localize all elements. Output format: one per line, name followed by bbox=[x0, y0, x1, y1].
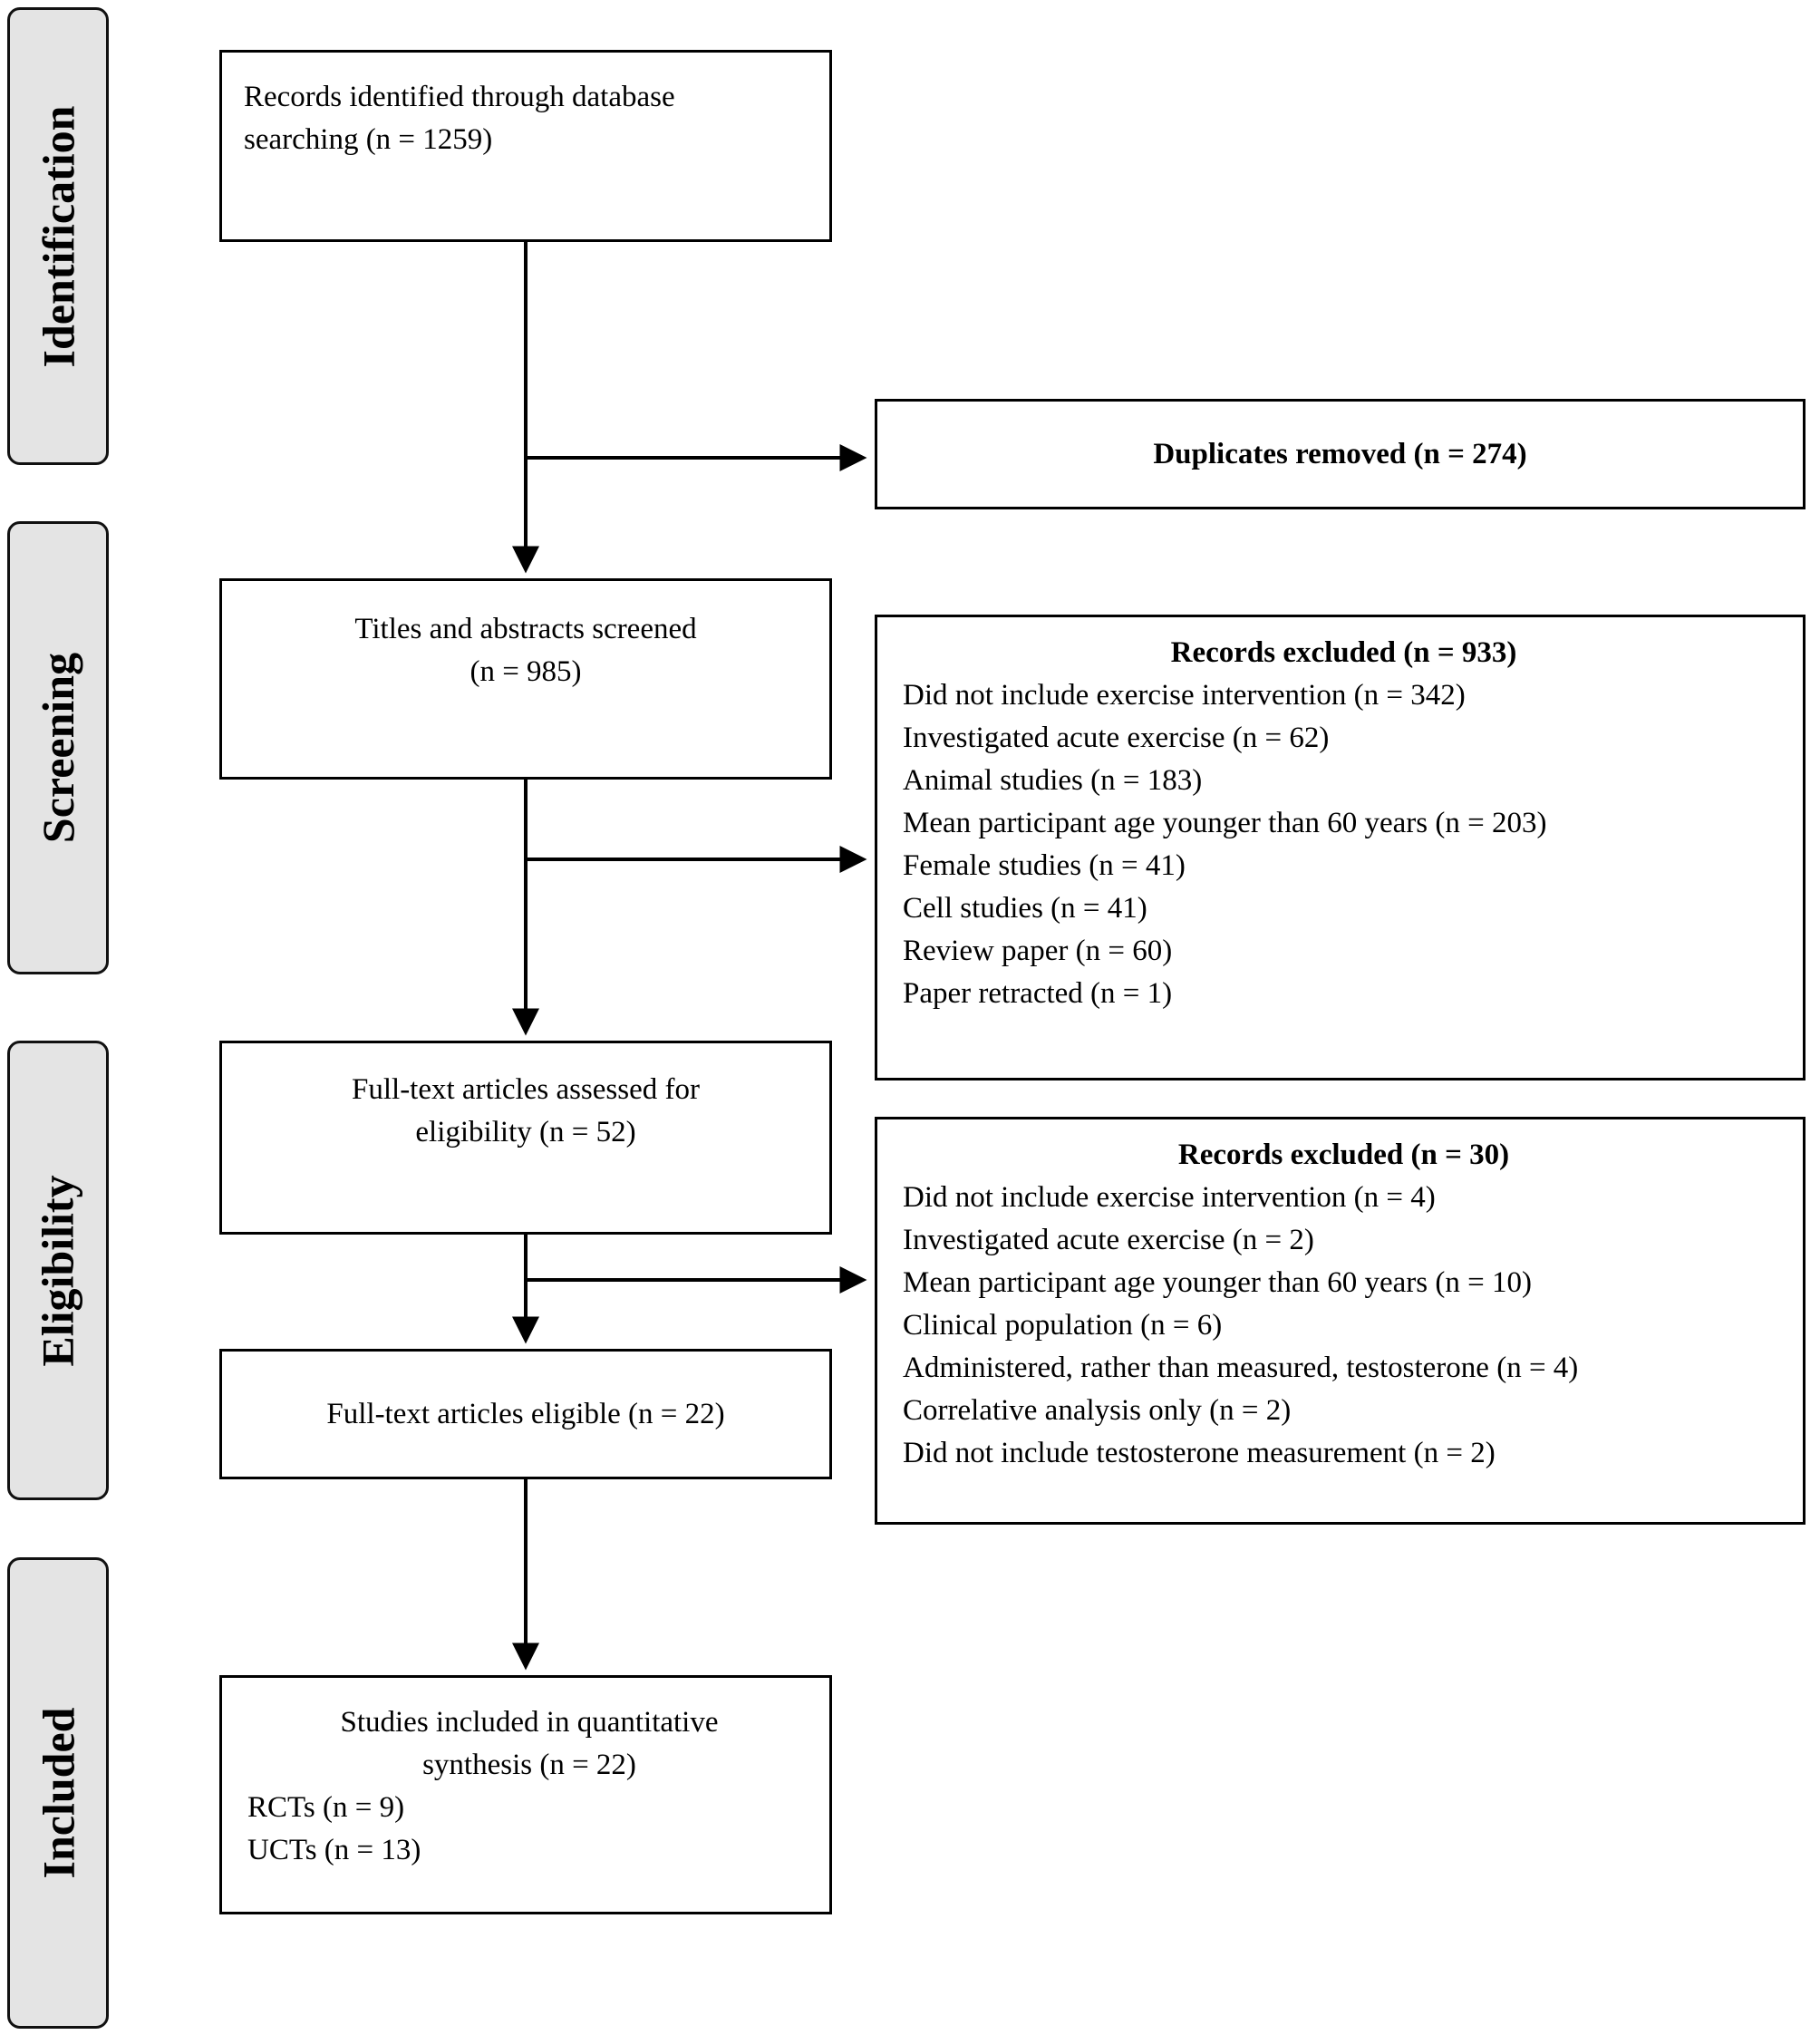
records-excluded-eligibility-title: Records excluded (n = 30) bbox=[1177, 1139, 1510, 1171]
exclusion-reason: Mean participant age younger than 60 years (n = 203) bbox=[903, 807, 1547, 839]
included-item-rcts: RCTs (n = 9) bbox=[247, 1791, 405, 1824]
stage-eligibility bbox=[7, 1041, 109, 1500]
stage-screening-label: Screening bbox=[33, 652, 83, 844]
records-identified-text: Records identified through database bbox=[244, 81, 675, 113]
titles-abstracts-screened-box bbox=[219, 578, 832, 780]
included-item-ucts: UCTs (n = 13) bbox=[247, 1834, 421, 1866]
stage-identification-label: Identification bbox=[33, 105, 83, 367]
records-identified-box bbox=[219, 50, 832, 242]
exclusion-reason: Paper retracted (n = 1) bbox=[903, 977, 1173, 1010]
exclusion-reason: Administered, rather than measured, testosterone (n = 4) bbox=[903, 1352, 1579, 1384]
stage-included bbox=[7, 1557, 109, 2029]
exclusion-reason: Clinical population (n = 6) bbox=[903, 1309, 1223, 1342]
duplicates-removed-box bbox=[875, 399, 1805, 509]
duplicates-removed-text: Duplicates removed (n = 274) bbox=[1153, 437, 1527, 470]
fulltext-eligible-box bbox=[219, 1349, 832, 1479]
exclusion-reason: Did not include exercise intervention (n = 4) bbox=[903, 1181, 1436, 1214]
studies-included-text: Studies included in quantitative bbox=[340, 1706, 719, 1739]
stage-screening bbox=[7, 521, 109, 974]
titles-abstracts-screened-text: Titles and abstracts screened bbox=[354, 613, 697, 645]
records-excluded-eligibility-box bbox=[875, 1117, 1805, 1525]
stage-included-label: Included bbox=[33, 1707, 83, 1879]
fulltext-eligible-text: Full-text articles eligible (n = 22) bbox=[326, 1397, 725, 1430]
exclusion-reason: Investigated acute exercise (n = 2) bbox=[903, 1224, 1314, 1256]
stage-eligibility-label: Eligibility bbox=[33, 1174, 84, 1367]
exclusion-reason: Mean participant age younger than 60 years (n = 10) bbox=[903, 1266, 1532, 1299]
records-excluded-screening-title: Records excluded (n = 933) bbox=[1170, 636, 1517, 669]
stage-identification bbox=[7, 7, 109, 465]
fulltext-assessed-text: eligibility (n = 52) bbox=[415, 1116, 636, 1148]
exclusion-reason: Did not include testosterone measurement (n = 2) bbox=[903, 1437, 1496, 1469]
records-identified-text: searching (n = 1259) bbox=[244, 123, 493, 156]
records-excluded-screening-box bbox=[875, 615, 1805, 1080]
fulltext-assessed-text: Full-text articles assessed for bbox=[352, 1073, 700, 1106]
exclusion-reason: Cell studies (n = 41) bbox=[903, 892, 1147, 925]
exclusion-reason: Did not include exercise intervention (n = 342) bbox=[903, 679, 1466, 712]
studies-included-text: synthesis (n = 22) bbox=[422, 1749, 636, 1781]
exclusion-reason: Correlative analysis only (n = 2) bbox=[903, 1394, 1292, 1427]
exclusion-reason: Female studies (n = 41) bbox=[903, 849, 1186, 882]
exclusion-reason: Animal studies (n = 183) bbox=[903, 764, 1203, 797]
titles-abstracts-screened-text: (n = 985) bbox=[470, 655, 582, 688]
fulltext-assessed-box bbox=[219, 1041, 832, 1235]
exclusion-reason: Investigated acute exercise (n = 62) bbox=[903, 722, 1330, 754]
exclusion-reason: Review paper (n = 60) bbox=[903, 935, 1173, 967]
studies-included-box bbox=[219, 1675, 832, 1914]
